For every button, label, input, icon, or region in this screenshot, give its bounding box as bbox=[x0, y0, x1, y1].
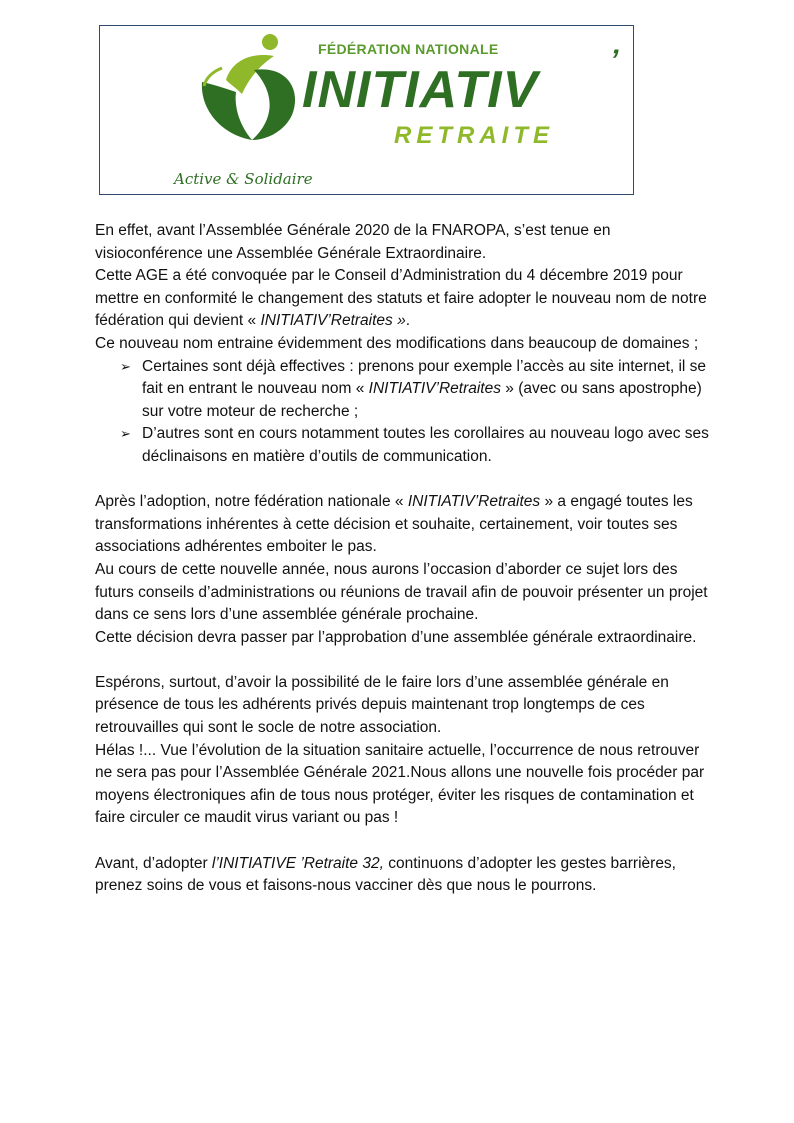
paragraph: Cette AGE a été convoquée par le Conseil d’Administration du 4 décembre 2019 pour mettre en conformité le changement des statuts et faire adopter le nouveau nom de notre fédération qui devient « INITIATIV’Retraites ». bbox=[95, 267, 707, 330]
paragraph: En effet, avant l’Assemblée Générale 2020 de la FNAROPA, s’est tenue en visioconférence une Assemblée Générale Extraordinaire. bbox=[95, 222, 611, 262]
bullet-list bbox=[95, 356, 715, 469]
paragraph: Avant, d’adopter l’INITIATIVE ’Retraite 32, continuons d’adopter les gestes barrières, prenez soins de vous et faisons-nous vacciner dès que nous le pourrons. bbox=[95, 854, 676, 895]
arrow-bullet-icon: ➢ bbox=[120, 426, 131, 442]
arrow-bullet-icon: ➢ bbox=[120, 358, 131, 374]
logo-name-text: INITIATIV bbox=[302, 61, 539, 119]
logo-retraite-text: RETRAITE bbox=[394, 122, 554, 149]
leaf-figure-icon bbox=[192, 30, 307, 150]
paragraph: Cette décision devra passer par l’approbation d’une assemblée générale extraordinaire. bbox=[95, 628, 697, 646]
logo-frame bbox=[99, 25, 634, 195]
logo-federation-text: FÉDÉRATION NATIONALE bbox=[318, 41, 499, 57]
list-item: ➢ D’autres sont en cours notamment toutes les corollaires au nouveau logo avec ses déclinaisons en matière d’outils de communication. bbox=[120, 425, 709, 465]
paragraph: Espérons, surtout, d’avoir la possibilité de le faire lors d’une assemblée générale en présence de tous les adhérents privés depuis maintenant trop longtemps de ces retrouvailles qui sont le socle de notre association. bbox=[95, 673, 669, 737]
logo-apostrophe: ’ bbox=[610, 44, 619, 77]
paragraph: Après l’adoption, notre fédération nationale « INITIATIV’Retraites » a engagé toutes les transformations inhérentes à cette décision et souhaite, certainement, voir toutes ses associations adhérentes emboiter le pas. bbox=[95, 493, 693, 556]
paragraph: Hélas !... Vue l’évolution de la situation sanitaire actuelle, l’occurrence de nous retrouver ne sera pas pour l’Assemblée Générale 2021.Nous allons une nouvelle fois procéder par moyens électroniques afin de tous nous protéger, éviter les risques de contamination et faire circuler ce maudit virus variant ou pas ! bbox=[95, 741, 705, 827]
letter-body bbox=[95, 220, 715, 898]
paragraph: Au cours de cette nouvelle année, nous aurons l’occasion d’aborder ce sujet lors des futurs conseils d’administrations ou réunions de travail afin de pouvoir présenter un projet dans ce sens lors d’une assemblée générale prochaine. bbox=[95, 560, 708, 624]
paragraph: Ce nouveau nom entraine évidemment des modifications dans beaucoup de domaines ; bbox=[95, 334, 699, 352]
list-item: ➢ Certaines sont déjà effectives : prenons pour exemple l’accès au site internet, il se fait en entrant le nouveau nom « INITIATIV’Retraites » (avec ou sans apostrophe) sur votre moteur de recherche ; bbox=[120, 357, 707, 420]
logo-tagline: Active & Solidaire bbox=[174, 170, 313, 188]
